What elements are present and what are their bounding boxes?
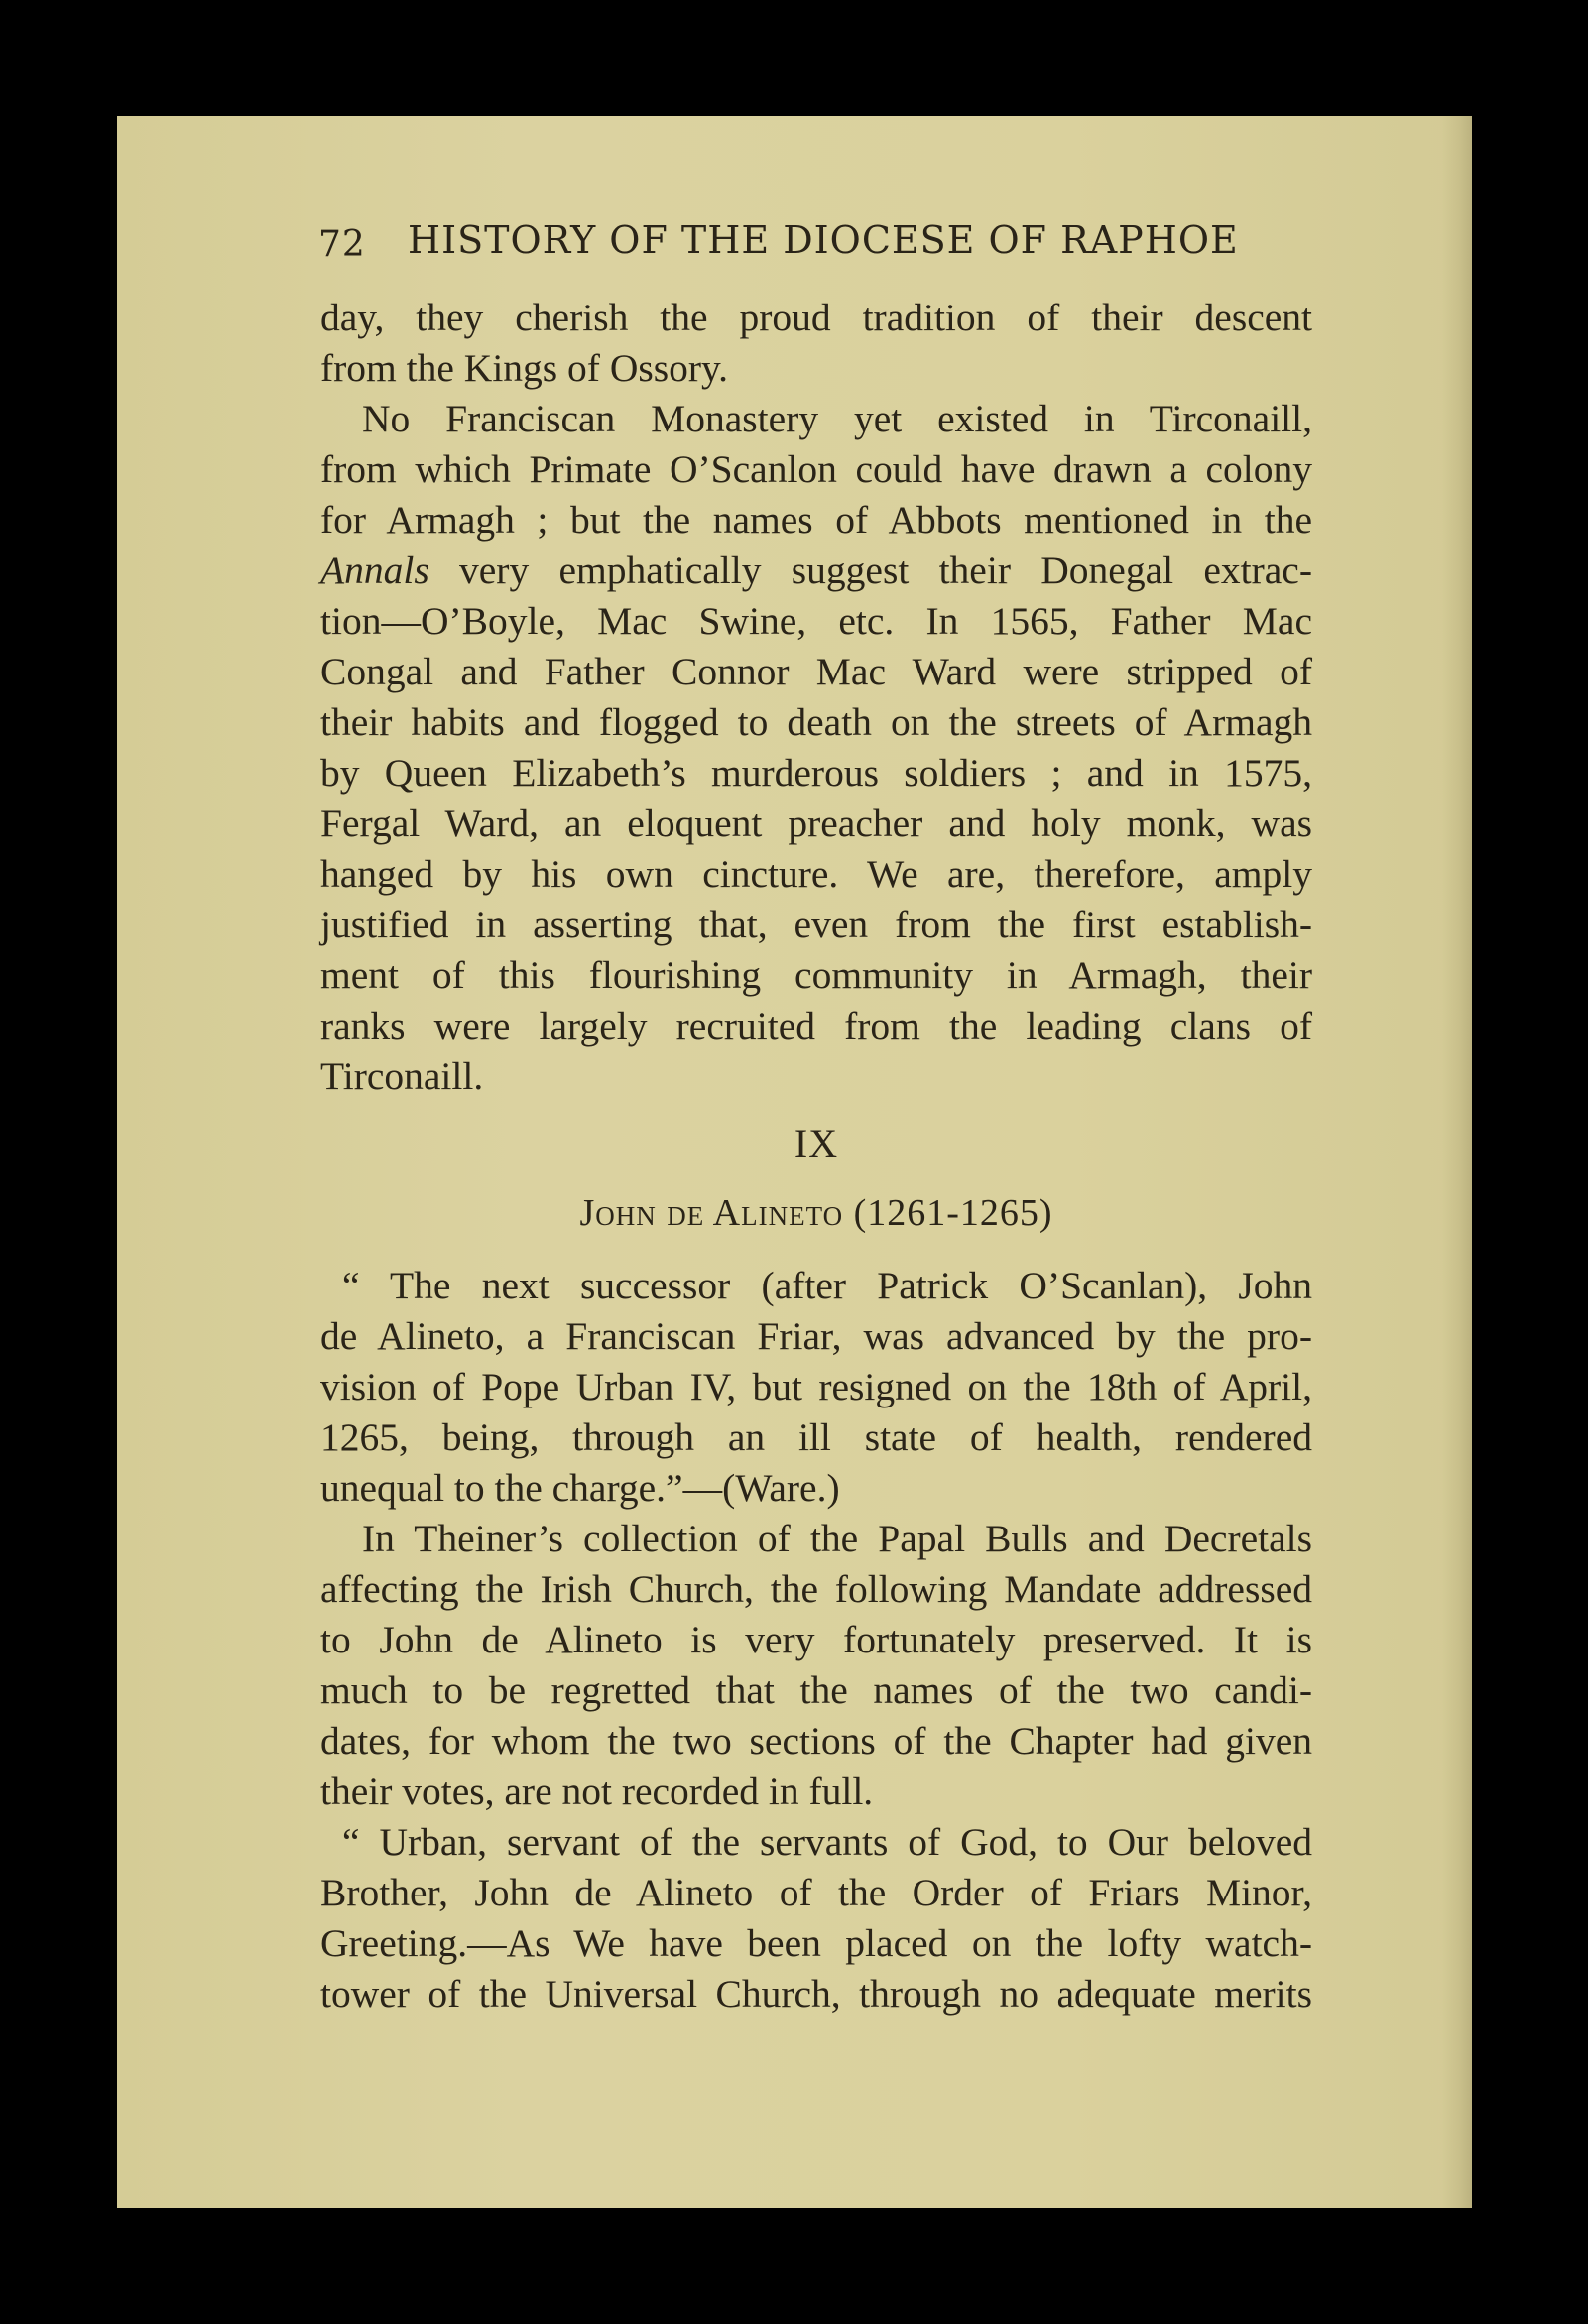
- text-line: ranks were largely recruited from the leading clans of: [320, 1004, 1312, 1047]
- text-line: “ The next successor (after Patrick O’Scanlan), John: [342, 1264, 1312, 1307]
- text-line: by Queen Elizabeth’s murderous soldiers ; and in 1575,: [320, 751, 1312, 795]
- text-line: dates, for whom the two sections of the Chapter had given: [320, 1719, 1312, 1763]
- page-body: [320, 293, 1312, 2019]
- page-edge-shadow: [1442, 116, 1472, 2208]
- text-line: vision of Pope Urban IV, but resigned on the 18th of April,: [320, 1365, 1312, 1408]
- text-line: Brother, John de Alineto of the Order of Friars Minor,: [320, 1871, 1312, 1914]
- text-line: tower of the Universal Church, through no adequate merits: [320, 1972, 1312, 2016]
- text-line-with-italic: [320, 546, 1312, 596]
- book-page: [117, 116, 1472, 2208]
- text-line: day, they cherish the proud tradition of their descent: [320, 296, 1312, 339]
- text-line: their votes, are not recorded in full.: [320, 1770, 874, 1813]
- text-line: 1265, being, through an ill state of health, rendered: [320, 1415, 1312, 1459]
- text-line: ment of this flourishing community in Armagh, their: [320, 953, 1312, 997]
- page-header: [318, 210, 1310, 280]
- text-line: In Theiner’s collection of the Papal Bulls and Decretals: [362, 1517, 1312, 1560]
- text-line: from the Kings of Ossory.: [320, 346, 729, 390]
- text-line: their habits and flogged to death on the streets of Armagh: [320, 700, 1312, 744]
- text-line: for Armagh ; but the names of Abbots mentioned in the: [320, 498, 1312, 542]
- text-line: tion—O’Boyle, Mac Swine, etc. In 1565, Father Mac: [320, 599, 1312, 643]
- text-line: from which Primate O’Scanlon could have drawn a colony: [320, 447, 1312, 491]
- page-number: 72: [318, 224, 366, 265]
- text-line: Congal and Father Connor Mac Ward were stripped of: [320, 650, 1312, 693]
- annals-word: Annals: [320, 549, 429, 592]
- text-line: justified in asserting that, even from the first establish-: [320, 903, 1312, 946]
- section-number: IX: [794, 1121, 839, 1165]
- text-line: hanged by his own cincture. We are, therefore, amply: [320, 852, 1312, 896]
- text-fragment: very emphatically suggest their Donegal extrac-: [428, 549, 1312, 592]
- text-line: affecting the Irish Church, the following Mandate addressed: [320, 1567, 1312, 1611]
- text-line: to John de Alineto is very fortunately preserved. It is: [320, 1618, 1312, 1661]
- section-title: John de Alineto (1261-1265): [579, 1192, 1053, 1234]
- text-line: “ Urban, servant of the servants of God, to Our beloved: [342, 1820, 1312, 1864]
- text-line: Fergal Ward, an eloquent preacher and holy monk, was: [320, 801, 1312, 845]
- text-line: de Alineto, a Franciscan Friar, was advanced by the pro-: [320, 1314, 1312, 1358]
- running-title: HISTORY OF THE DIOCESE OF RAPHOE: [408, 218, 1239, 262]
- text-line: Tirconaill.: [320, 1054, 484, 1098]
- spacer: [320, 1247, 1312, 1261]
- text-line: Greeting.—As We have been placed on the lofty watch-: [320, 1921, 1312, 1965]
- text-line: unequal to the charge.”—(Ware.): [320, 1466, 840, 1510]
- text-line: much to be regretted that the names of the two candi-: [320, 1668, 1312, 1712]
- text-line: No Franciscan Monastery yet existed in Tirconaill,: [362, 397, 1312, 440]
